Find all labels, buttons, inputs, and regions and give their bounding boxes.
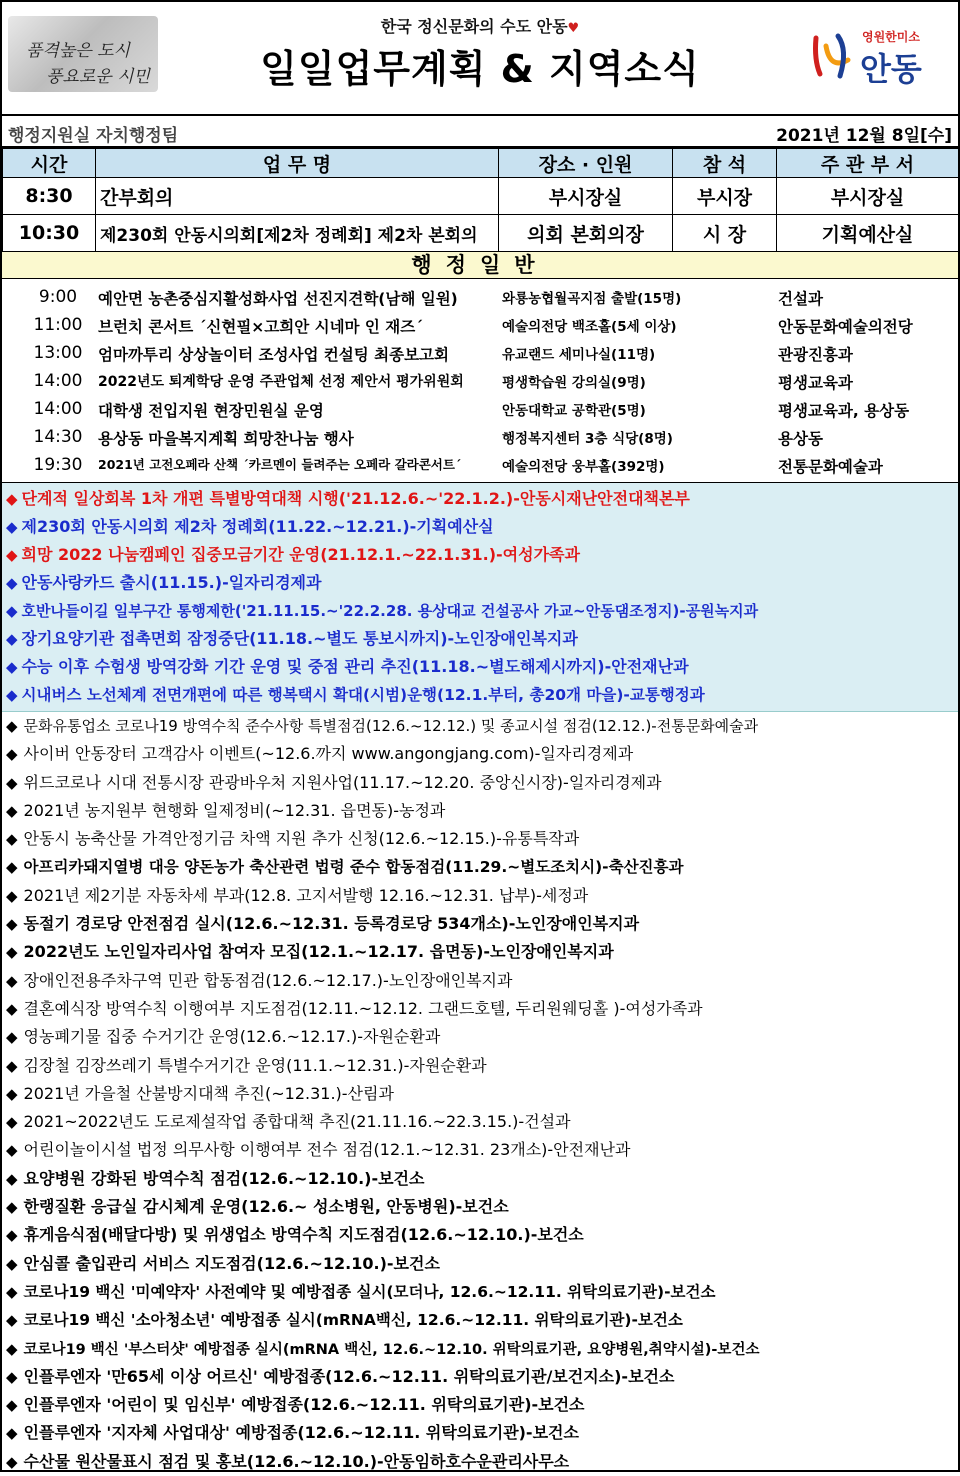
schedule-time: 10:30 <box>3 215 96 252</box>
col-header-place: 장소 · 인원 <box>499 149 673 178</box>
admin-task: 예안면 농촌중심지활성화사업 선진지견학(남해 일원) <box>98 290 458 308</box>
item-text: 2022년도 노인일자리사업 참여자 모집(12.1.~12.17. 읍면동)-노인장애인복지과 <box>23 942 614 962</box>
admin-time: 9:00 <box>38 287 78 307</box>
general-list <box>2 712 958 1476</box>
table-row <box>3 215 959 252</box>
list-item <box>2 1023 958 1051</box>
item-text: 수산물 원산물표시 점검 및 홍보(12.6.~12.10.)-안동임하호수운관리사무소 <box>23 1451 570 1471</box>
slogan-line2: 풍요로운 시민 <box>46 67 150 87</box>
list-item <box>2 1391 958 1419</box>
item-text: 동절기 경로당 안전점검 실시(12.6.~12.31. 등록경로당 534개소)-노인장애인복지과 <box>23 914 640 934</box>
list-item <box>2 1419 958 1447</box>
admin-task: 엄마까투리 상상놀이터 조성사업 컨설팅 최종보고회 <box>98 346 449 364</box>
logo-city-text: 안동 <box>860 50 922 88</box>
admin-time: 11:00 <box>33 315 83 335</box>
admin-task: 2022년도 퇴계학당 운영 주관업체 선정 제안서 평가위원회 <box>98 374 464 390</box>
list-item <box>2 1363 958 1391</box>
diamond-icon: ◆ <box>6 1282 18 1301</box>
admin-place: 안동대학교 공학관(5명) <box>502 403 646 419</box>
item-text: 김장철 김장쓰레기 특별수거기간 운영(11.1.~12.31.)-자원순환과 <box>23 1055 487 1075</box>
list-item <box>2 853 958 881</box>
item-text: 안심콜 출입관리 서비스 지도점검(12.6.~12.10.)-보건소 <box>23 1253 440 1273</box>
list-item <box>2 1221 958 1249</box>
diamond-icon: ◆ <box>6 574 18 592</box>
schedule-attend: 시 장 <box>673 215 777 252</box>
diamond-icon: ◆ <box>6 546 18 564</box>
diamond-icon: ◆ <box>6 1056 18 1075</box>
department-label: 행정지원실 자치행정팀 <box>8 126 179 146</box>
tagline-text: 한국 정신문화의 수도 안동 <box>380 17 568 36</box>
list-item <box>2 769 958 797</box>
list-item <box>2 367 958 395</box>
notice-text: 안동사랑카드 출시(11.15.)-일자리경제과 <box>21 573 322 592</box>
heart-icon: ♥ <box>567 21 580 36</box>
diamond-icon: ◆ <box>6 801 18 820</box>
admin-list <box>2 279 958 483</box>
diamond-icon: ◆ <box>6 999 18 1018</box>
item-text: 아프리카돼지열병 대응 양돈농가 축산관련 법령 준수 합동점검(11.29.~별도조치시)-축산진흥과 <box>23 858 684 877</box>
dept-bar <box>2 116 958 148</box>
notice-list <box>2 483 958 712</box>
notice-item <box>2 653 958 681</box>
item-text: 영농폐기물 집중 수거기간 운영(12.6.~12.17.)-자원순환과 <box>23 1027 441 1047</box>
diamond-icon: ◆ <box>6 915 18 934</box>
list-item <box>2 882 958 910</box>
slogan-line1: 품격높은 도시 <box>26 41 130 61</box>
item-text: 문화유통업소 코로나19 방역수칙 준수사항 특별점검(12.6.~12.12.) 및 종교시설 점검(12.12.)-전통문화예술과 <box>23 717 759 735</box>
notice-text: 수능 이후 수험생 방역강화 기간 운영 및 중점 관리 추진(11.18.~별도해제시까지)-안전재난과 <box>21 657 689 676</box>
list-item <box>2 1250 958 1278</box>
diamond-icon: ◆ <box>6 773 18 792</box>
item-text: 한랭질환 응급실 감시체계 운영(12.6.~ 성소병원, 안동병원)-보건소 <box>23 1197 509 1217</box>
diamond-icon: ◆ <box>6 943 18 962</box>
diamond-icon: ◆ <box>6 686 18 704</box>
admin-dept: 평생교육과 <box>778 374 853 392</box>
diamond-icon: ◆ <box>6 1028 18 1047</box>
notice-text: 희망 2022 나눔캠페인 집중모금기간 운영(21.12.1.~22.1.31.)-여성가족과 <box>21 545 580 564</box>
table-row <box>3 178 959 215</box>
logo-small-text: 영원한미소 <box>862 30 920 44</box>
diamond-icon: ◆ <box>6 1141 18 1160</box>
diamond-icon: ◆ <box>6 717 18 735</box>
admin-dept: 관광진흥과 <box>778 346 853 364</box>
col-header-task: 업 무 명 <box>96 149 499 178</box>
diamond-icon: ◆ <box>6 1226 18 1245</box>
date-label: 2021년 12월 8일[수] <box>776 126 952 146</box>
notice-item <box>2 625 958 653</box>
notice-item <box>2 597 958 625</box>
list-item <box>2 1306 958 1334</box>
diamond-icon: ◆ <box>6 1424 18 1443</box>
schedule-time: 8:30 <box>3 178 96 215</box>
diamond-icon: ◆ <box>6 1452 18 1471</box>
item-text: 2021년 제2기분 자동차세 부과(12.8. 고지서발행 12.16.~12.31. 납부)-세정과 <box>23 885 589 905</box>
list-item <box>2 1108 958 1136</box>
list-item <box>2 451 958 479</box>
diamond-icon: ◆ <box>6 630 18 648</box>
list-item <box>2 1165 958 1193</box>
notice-text: 장기요양기관 접촉면회 잠정중단(11.18.~별도 통보시까지)-노인장애인복지과 <box>21 629 578 648</box>
list-item <box>2 1278 958 1306</box>
list-item <box>2 423 958 451</box>
diamond-icon: ◆ <box>6 858 18 877</box>
schedule-place: 의회 본회의장 <box>499 215 673 252</box>
notice-item <box>2 681 958 709</box>
diamond-icon: ◆ <box>6 886 18 905</box>
list-item <box>2 283 958 311</box>
item-text: 사이버 안동장터 고객감사 이벤트(~12.6.까지 www.angongjang.com)-일자리경제과 <box>23 744 634 764</box>
list-item <box>2 1052 958 1080</box>
list-item <box>2 1193 958 1221</box>
notice-text: 단계적 일상회복 1차 개편 특별방역대책 시행('21.12.6.~'22.1.2.)-안동시재난안전대책본부 <box>21 489 690 508</box>
admin-dept: 건설과 <box>778 290 823 308</box>
diamond-icon: ◆ <box>6 658 18 676</box>
admin-time: 14:30 <box>33 427 83 447</box>
item-text: 2021년 농지원부 현행화 일제정비(~12.31. 읍면동)-농정과 <box>23 800 446 820</box>
admin-task: 용상동 마을복지계획 희망찬나눔 행사 <box>98 430 354 448</box>
diamond-icon: ◆ <box>6 1254 18 1273</box>
notice-item <box>2 541 958 569</box>
schedule-header-row <box>3 149 959 178</box>
item-text: 위드코로나 시대 전통시장 관광바우처 지원사업(11.17.~12.20. 중앙신시장)-일자리경제과 <box>23 772 662 792</box>
schedule-dept: 기획예산실 <box>777 215 959 252</box>
page-title: 일일업무계획 & 지역소식 <box>260 47 700 91</box>
notice-text: 시내버스 노선체계 전면개편에 따른 행복택시 확대(시범)운행(12.1.부터, 총20개 마을)-교통행정과 <box>21 686 705 704</box>
schedule-task: 제230회 안동시의회[제2차 정례회] 제2차 본회의 <box>96 215 499 252</box>
notice-item <box>2 569 958 597</box>
list-item <box>2 740 958 768</box>
schedule-dept: 부시장실 <box>777 178 959 215</box>
admin-dept: 용상동 <box>778 430 823 448</box>
item-text: 인플루엔자 '만65세 이상 어르신' 예방접종(12.6.~12.11. 위탁의료기관/보건지소)-보건소 <box>23 1366 675 1386</box>
list-item <box>2 1136 958 1164</box>
item-text: 인플루엔자 '어린이 및 임신부' 예방접종(12.6.~12.11. 위탁의료기관)-보건소 <box>23 1395 585 1415</box>
header <box>2 2 958 116</box>
diamond-icon: ◆ <box>6 1396 18 1415</box>
admin-dept: 안동문화예술의전당 <box>778 318 913 336</box>
list-item <box>2 311 958 339</box>
diamond-icon: ◆ <box>6 1339 18 1358</box>
admin-task: 2021년 고전오페라 산책 ´카르멘이 들려주는 오페라 갈라콘서트´ <box>98 457 462 472</box>
notice-text: 호반나들이길 일부구간 통행제한('21.11.15.~'22.2.28. 용상대교 건설공사 가교~안동댐조정지)-공원녹지과 <box>21 602 759 620</box>
schedule-attend: 부시장 <box>673 178 777 215</box>
list-item <box>2 910 958 938</box>
admin-time: 14:00 <box>33 399 83 419</box>
andong-logo <box>808 24 938 94</box>
diamond-icon: ◆ <box>6 490 18 508</box>
item-text: 코로나19 백신 '미예약자' 사전예약 및 예방접종 실시(모더나, 12.6.~12.11. 위탁의료기관)-보건소 <box>23 1282 716 1301</box>
admin-time: 14:00 <box>33 371 83 391</box>
item-text: 인플루엔자 '지자체 사업대상' 예방접종(12.6.~12.11. 위탁의료기관)-보건소 <box>23 1423 579 1443</box>
list-item <box>2 967 958 995</box>
diamond-icon: ◆ <box>6 1169 18 1188</box>
item-text: 안동시 농축산물 가격안정기금 차액 지원 추가 신청(12.6.~12.15.)-유통특작과 <box>23 829 580 849</box>
item-text: 코로나19 백신 '소아청소년' 예방접종 실시(mRNA백신, 12.6.~12.11. 위탁의료기관)-보건소 <box>23 1311 683 1330</box>
admin-time: 19:30 <box>33 455 83 475</box>
list-item <box>2 825 958 853</box>
schedule-table <box>2 148 959 252</box>
diamond-icon: ◆ <box>6 518 18 536</box>
admin-place: 평생학습원 강의실(9명) <box>502 375 646 391</box>
list-item <box>2 1080 958 1108</box>
diamond-icon: ◆ <box>6 1084 18 1103</box>
notice-item <box>2 485 958 513</box>
admin-place: 예술의전당 웅부홀(392명) <box>502 459 665 475</box>
col-header-dept: 주 관 부 서 <box>777 149 959 178</box>
diamond-icon: ◆ <box>6 745 18 764</box>
notice-item <box>2 513 958 541</box>
admin-dept: 평생교육과, 용상동 <box>778 402 910 420</box>
item-text: 휴게음식점(배달다방) 및 위생업소 방역수칙 지도점검(12.6.~12.10.)-보건소 <box>23 1225 584 1245</box>
list-item <box>2 1335 958 1363</box>
admin-place: 와룡농협월곡지점 출발(15명) <box>502 291 682 307</box>
schedule-place: 부시장실 <box>499 178 673 215</box>
admin-time: 13:00 <box>33 343 83 363</box>
item-text: 2021년 가을철 산불방지대책 추진(~12.31.)-산림과 <box>23 1083 394 1103</box>
admin-section-title: 행정일반 <box>2 252 958 279</box>
item-text: 코로나19 백신 '부스터샷' 예방접종 실시(mRNA 백신, 12.6.~12.10. 위탁의료기관, 요양병원,취약시설)-보건소 <box>23 1341 760 1358</box>
diamond-icon: ◆ <box>6 830 18 849</box>
list-item <box>2 995 958 1023</box>
admin-place: 예술의전당 백조홀(5세 이상) <box>502 319 677 335</box>
col-header-attend: 참 석 <box>673 149 777 178</box>
diamond-icon: ◆ <box>6 602 18 620</box>
notice-text: 제230회 안동시의회 제2차 정례회(11.22.~12.21.)-기획예산실 <box>21 517 494 536</box>
smile-logo-icon <box>808 30 856 82</box>
admin-task: 대학생 전입지원 현장민원실 운영 <box>98 402 324 420</box>
item-text: 결혼예식장 방역수칙 이행여부 지도점검(12.11.~12.12. 그랜드호텔, 두리원웨딩홀 )-여성가족과 <box>23 998 703 1018</box>
diamond-icon: ◆ <box>6 1311 18 1330</box>
list-item <box>2 797 958 825</box>
item-text: 요양병원 강화된 방역수칙 점검(12.6.~12.10.)-보건소 <box>23 1168 425 1188</box>
item-text: 장애인전용주차구역 민관 합동점검(12.6.~12.17.)-노인장애인복지과 <box>23 970 513 990</box>
item-text: 어린이놀이시설 법정 의무사항 이행여부 전수 점검(12.1.~12.31. 23개소)-안전재난과 <box>23 1140 631 1160</box>
list-item <box>2 339 958 367</box>
admin-place: 행정복지센터 3층 식당(8명) <box>502 431 673 447</box>
col-header-time: 시간 <box>3 149 96 178</box>
diamond-icon: ◆ <box>6 1367 18 1386</box>
item-text: 2021~2022년도 도로제설작업 종합대책 추진(21.11.16.~22.3.15.)-건설과 <box>23 1112 571 1132</box>
admin-dept: 전통문화예술과 <box>778 458 883 476</box>
list-item <box>2 938 958 966</box>
diamond-icon: ◆ <box>6 1113 18 1132</box>
schedule-task: 간부회의 <box>96 178 499 215</box>
list-item <box>2 712 958 740</box>
admin-task: 브런치 콘서트 ´신현필×고희안 시네마 인 재즈´ <box>98 318 423 336</box>
diamond-icon: ◆ <box>6 971 18 990</box>
diamond-icon: ◆ <box>6 1198 18 1217</box>
admin-place: 유교랜드 세미나실(11명) <box>502 347 656 363</box>
list-item <box>2 395 958 423</box>
